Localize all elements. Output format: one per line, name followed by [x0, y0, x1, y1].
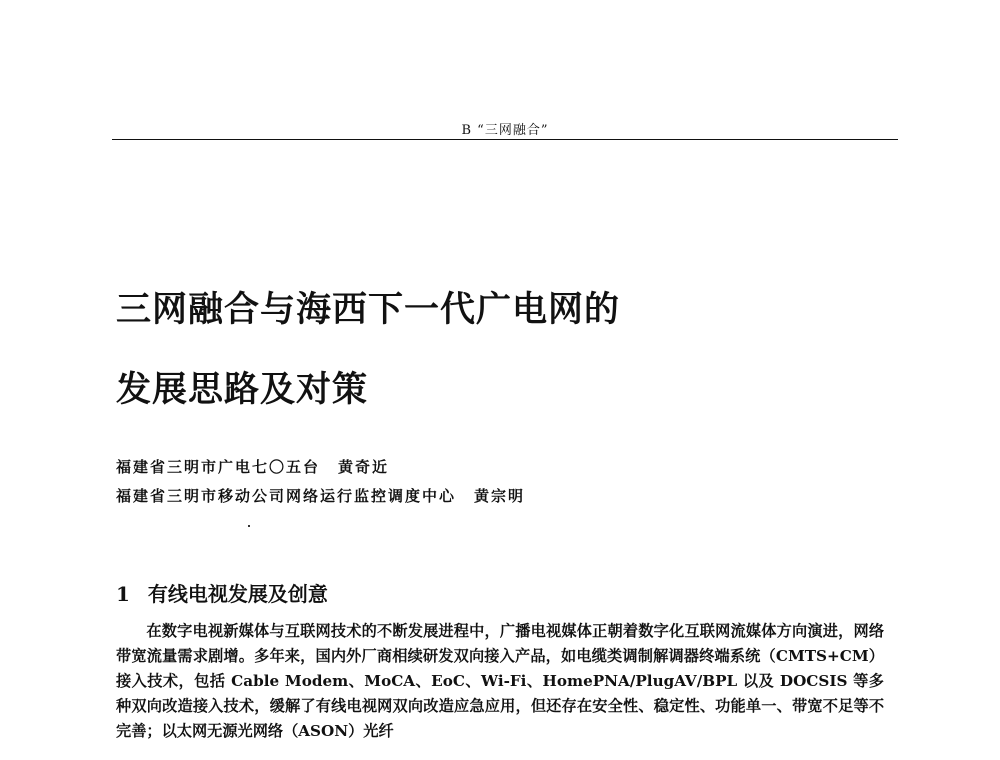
author-name: 黄奇近	[338, 458, 390, 476]
author-line-1	[116, 456, 389, 477]
header-rule	[112, 139, 898, 140]
author-affiliation: 福建省三明市移动公司网络运行监控调度中心	[116, 487, 457, 505]
section-number: 1	[116, 582, 130, 606]
author-affiliation: 福建省三明市广电七〇五台	[116, 458, 321, 476]
article-title-line-1: 三网融合与海西下一代广电网的	[116, 289, 621, 330]
article-title-line-2: 发展思路及对策	[116, 369, 369, 410]
section-heading	[116, 578, 328, 607]
running-head: B “三网融合”	[461, 123, 549, 138]
stray-dot	[248, 525, 250, 527]
author-line-2	[116, 485, 525, 506]
section-title: 有线电视发展及创意	[147, 582, 328, 606]
body-paragraph: 在数字电视新媒体与互联网技术的不断发展进程中，广播电视媒体正朝着数字化互联网流媒体方向演进，网络带宽流量需求剧增。多年来，国内外厂商相续研发双向接入产品，如电缆类调制解调器终端系统（CMTS+CM）接入技术，包括 Cable Modem、MoCA、EoC、Wi-Fi、HomePNA/PlugAV/BPL 以及 DOCSIS 等多种双向改造接入技术，缓解了有线电视网双向改造应急应用，但还存在安全性、稳定性、功能单一、带宽不足等不完善；以太网无源光网络（ASON）光纤	[116, 622, 884, 740]
author-name: 黄宗明	[474, 487, 526, 505]
